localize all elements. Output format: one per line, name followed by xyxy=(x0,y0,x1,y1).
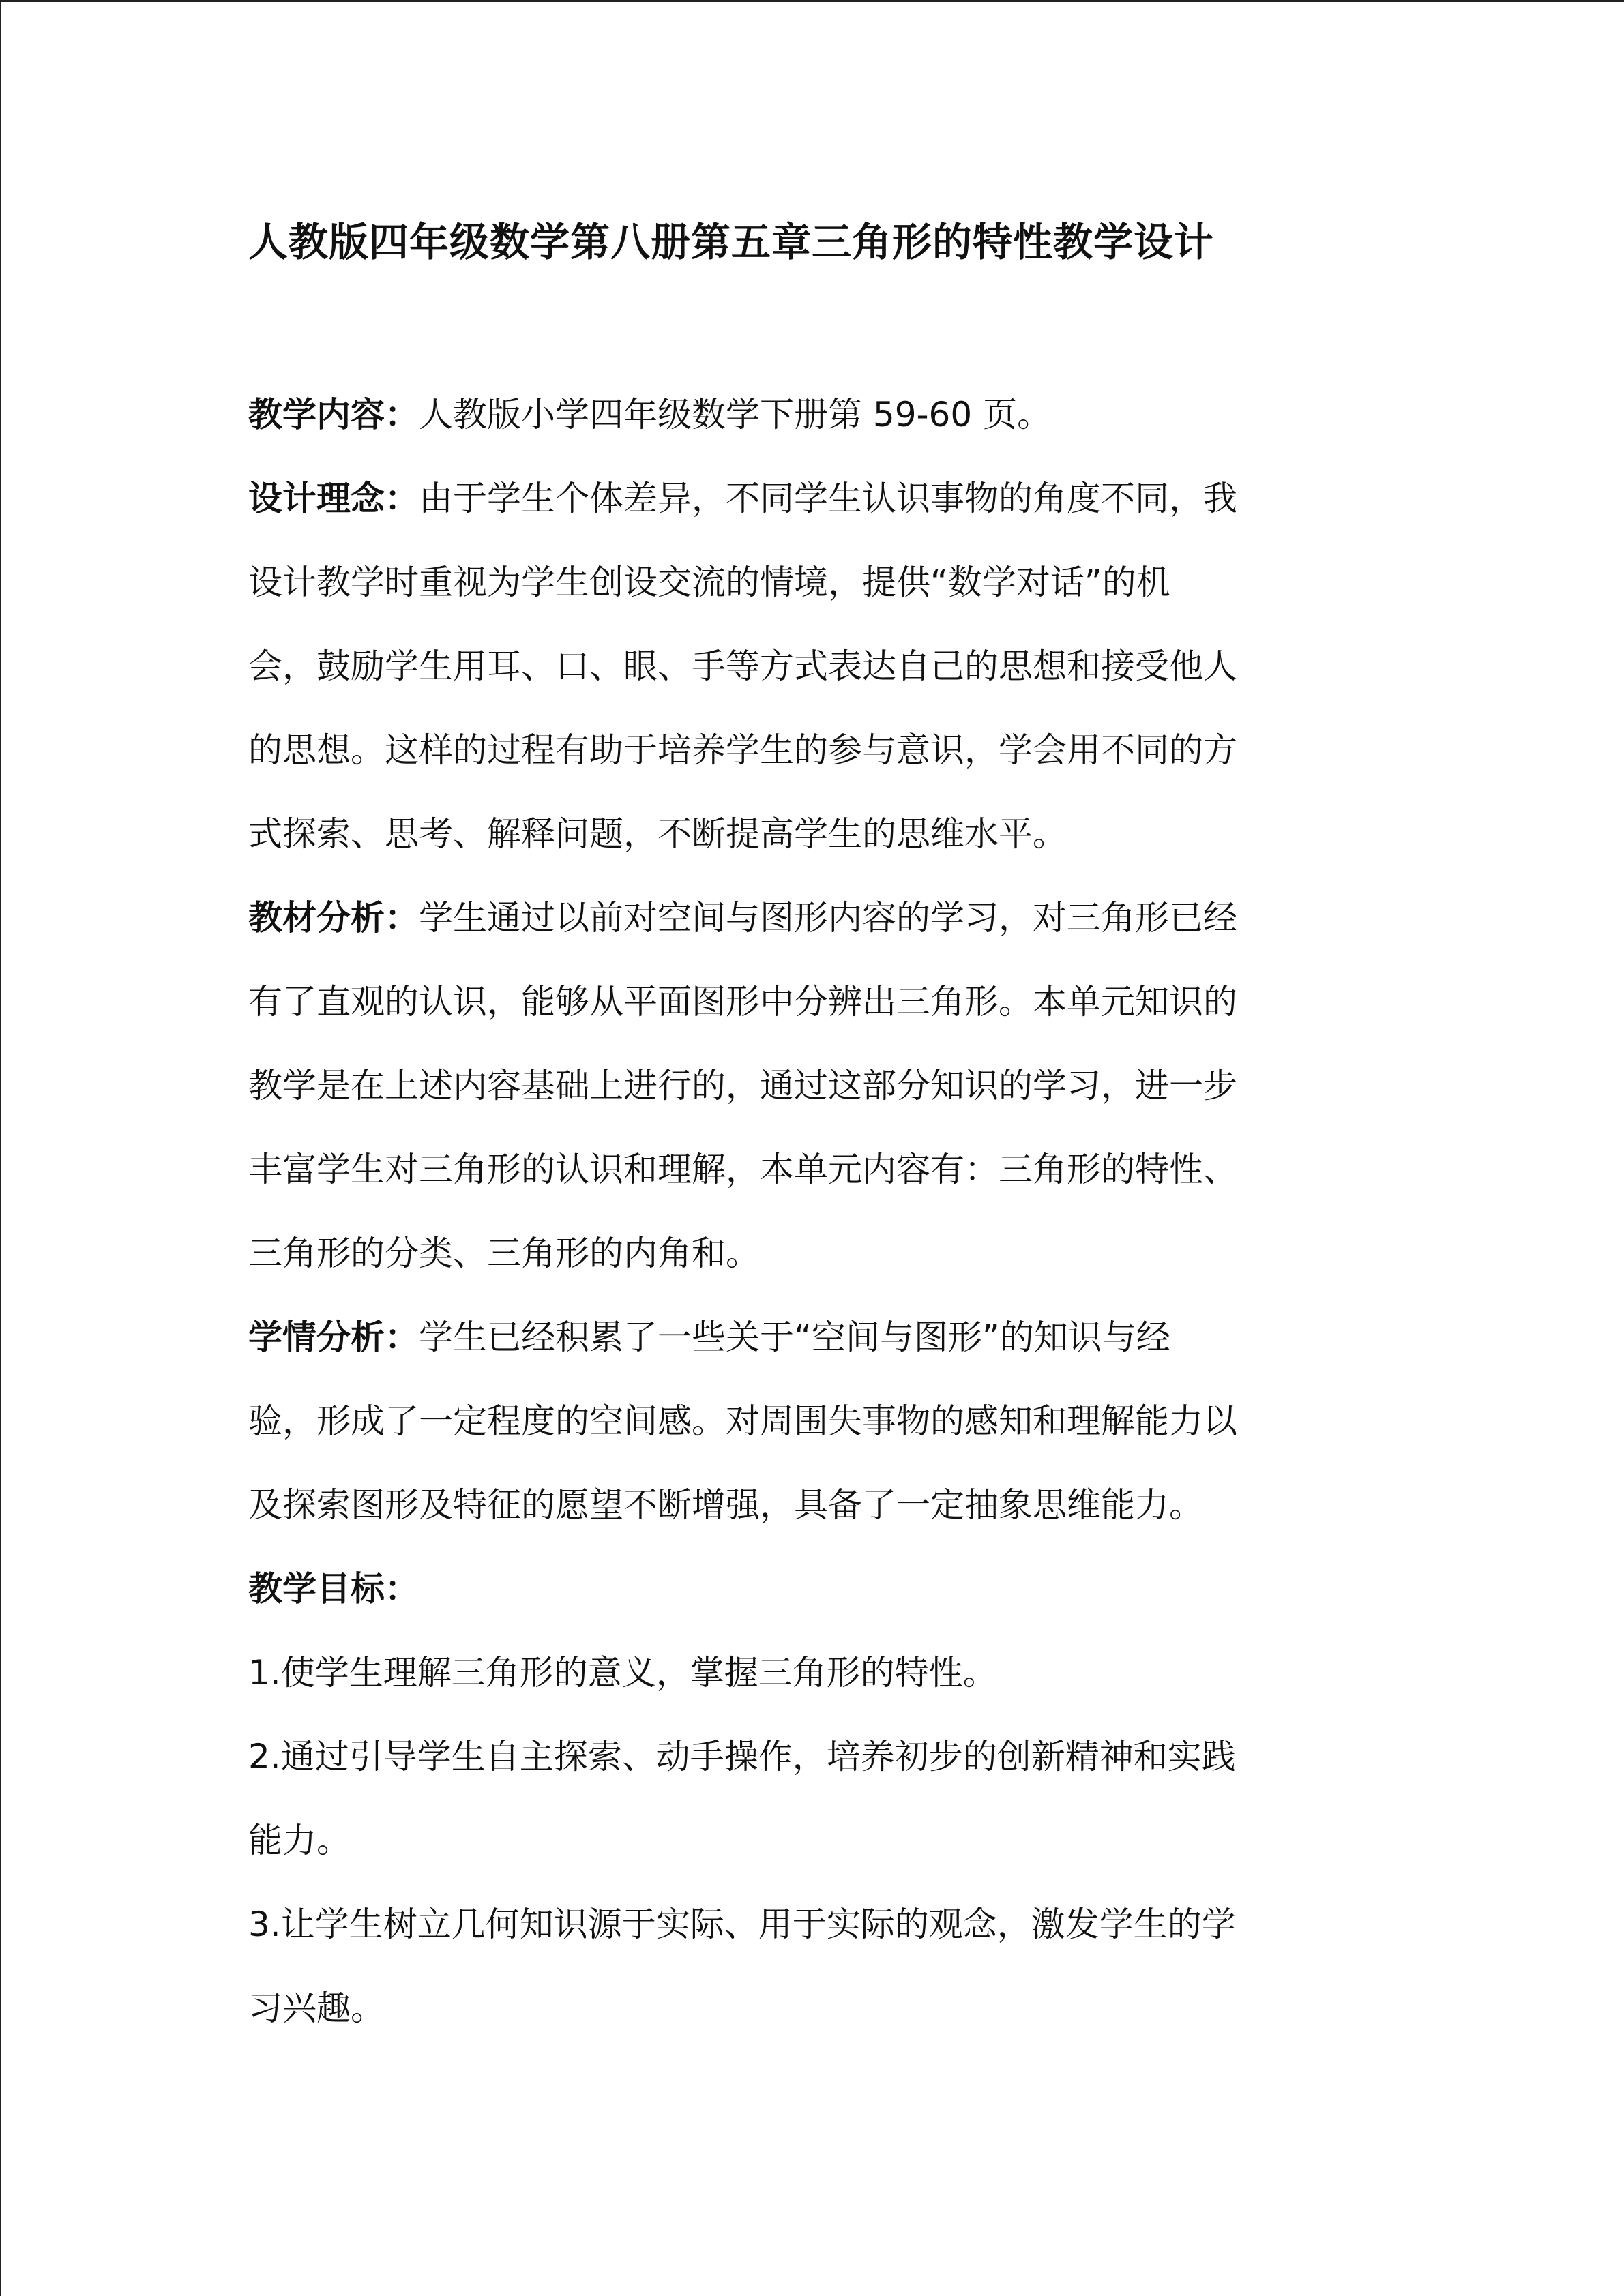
goal-1 xyxy=(248,1631,1367,1715)
design-concept-line xyxy=(248,457,1367,541)
design-concept-line: 会，鼓励学生用耳、口、眼、手等方式表达自己的思想和接受他人 xyxy=(248,646,1237,686)
student-situation-text: 学生已经积累了一些关于“空间与图形”的知识与经 xyxy=(419,1317,1170,1357)
material-analysis-paragraph xyxy=(248,876,1367,1296)
goal-line: 习兴趣。 xyxy=(248,1988,385,2028)
goal-3 xyxy=(248,1883,1367,2051)
student-situation-line: 验，形成了一定程度的空间感。对周围失事物的感知和理解能力以 xyxy=(248,1401,1237,1441)
student-situation-line xyxy=(248,1296,1367,1380)
document-title: 人教版四年级数学第八册第五章三角形的特性教学设计 xyxy=(248,219,1215,265)
material-analysis-label: 教材分析： xyxy=(248,898,419,938)
material-analysis-line: 教学是在上述内容基础上进行的，通过这部分知识的学习，进一步 xyxy=(248,1066,1237,1105)
design-concept-line: 的思想。这样的过程有助于培养学生的参与意识，学会用不同的方 xyxy=(248,730,1237,770)
teaching-content-paragraph xyxy=(248,373,1367,457)
goal-line: 2.通过引导学生自主探索、动手操作，培养初步的创新精神和实践 xyxy=(248,1737,1236,1776)
student-situation-paragraph xyxy=(248,1296,1367,1547)
design-concept-paragraph xyxy=(248,457,1367,876)
document-body xyxy=(248,207,1367,2051)
teaching-content-label: 教学内容： xyxy=(248,395,419,434)
design-concept-line: 式探索、思考、解释问题，不断提高学生的思维水平。 xyxy=(248,814,1067,854)
student-situation-label: 学情分析： xyxy=(248,1317,419,1357)
teaching-goals-heading-paragraph xyxy=(248,1547,1367,1631)
material-analysis-line xyxy=(248,876,1367,960)
teaching-goals-label: 教学目标： xyxy=(248,1569,419,1609)
material-analysis-line: 丰富学生对三角形的认识和理解，本单元内容有：三角形的特性、 xyxy=(248,1150,1237,1189)
design-concept-label: 设计理念： xyxy=(248,479,419,518)
student-situation-line: 及探索图形及特征的愿望不断增强，具备了一定抽象思维能力。 xyxy=(248,1485,1203,1525)
material-analysis-line: 有了直观的认识，能够从平面图形中分辨出三角形。本单元知识的 xyxy=(248,982,1237,1022)
goal-line: 3.让学生树立几何知识源于实际、用于实际的观念，激发学生的学 xyxy=(248,1905,1236,1944)
goal-2 xyxy=(248,1715,1367,1883)
goal-line: 1.使学生理解三角形的意义，掌握三角形的特性。 xyxy=(248,1653,997,1693)
design-concept-text: 由于学生个体差异，不同学生认识事物的角度不同，我 xyxy=(419,479,1237,518)
teaching-content-text: 人教版小学四年级数学下册第 59-60 页。 xyxy=(419,395,1052,434)
design-concept-line: 设计教学时重视为学生创设交流的情境，提供“数学对话”的机 xyxy=(248,563,1170,602)
goal-line: 能力。 xyxy=(248,1821,351,1860)
material-analysis-text: 学生通过以前对空间与图形内容的学习，对三角形已经 xyxy=(419,898,1237,938)
teaching-content-line xyxy=(248,373,1367,457)
material-analysis-line: 三角形的分类、三角形的内角和。 xyxy=(248,1234,760,1273)
